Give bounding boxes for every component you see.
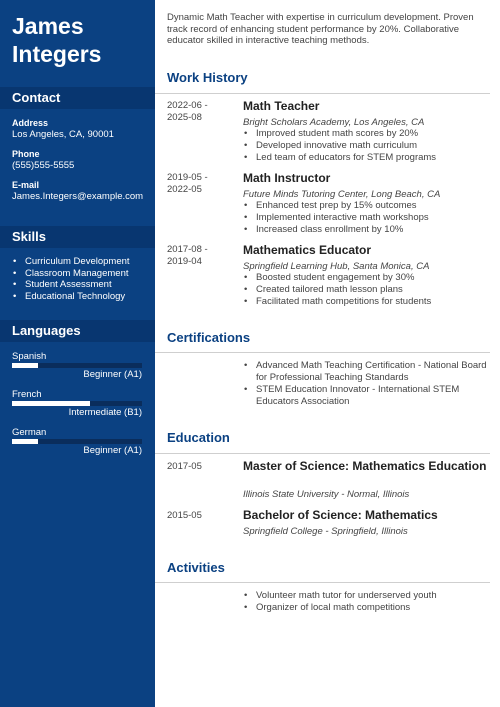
- language-fill-german: [12, 439, 38, 444]
- skill-item: • Student Assessment: [12, 279, 148, 291]
- job-bullet: • Created tailored math lesson plans: [243, 284, 493, 296]
- job-bullets: [243, 272, 493, 308]
- job-title: Math Instructor: [243, 171, 331, 185]
- job-bullet: • Facilitated math competitions for students: [243, 296, 493, 308]
- language-bar-french: [12, 401, 142, 406]
- language-name-german: German: [12, 427, 47, 438]
- skill-item: • Educational Technology: [12, 291, 148, 303]
- skill-item: • Curriculum Development: [12, 256, 148, 268]
- work-history-heading: Work History: [167, 70, 248, 85]
- contact-heading: Contact: [0, 87, 155, 109]
- job-date-end: 2022-05: [167, 184, 202, 195]
- section-divider: [155, 582, 490, 583]
- professional-summary: Dynamic Math Teacher with expertise in curriculum development. Proven track record of enhancing student performance by 20%. Collaborative educator skilled in interactive teaching methods.: [167, 12, 474, 46]
- phone-value: (555)555-5555: [12, 160, 75, 171]
- contact-section: [12, 117, 148, 210]
- job-dates: [167, 172, 237, 196]
- job-bullet: • Implemented interactive math workshops: [243, 212, 493, 224]
- address-label: Address: [12, 118, 49, 128]
- section-divider: [155, 93, 490, 94]
- skills-heading: Skills: [0, 226, 155, 248]
- job-company: Bright Scholars Academy, Los Angeles, CA: [243, 117, 425, 128]
- language-name-french: French: [12, 389, 42, 400]
- degree-date: 2015-05: [167, 510, 202, 521]
- job-bullet: • Increased class enrollment by 10%: [243, 224, 493, 236]
- language-fill-spanish: [12, 363, 38, 368]
- certification-item: • Advanced Math Teaching Certification - National Board for Professional Teaching Standards: [243, 360, 493, 384]
- job-dates: [167, 100, 237, 124]
- job-dates: [167, 244, 237, 268]
- activity-item: • Organizer of local math competitions: [243, 602, 493, 614]
- job-company: Springfield Learning Hub, Santa Monica, CA: [243, 261, 430, 272]
- certifications-list: [243, 360, 493, 408]
- language-level-spanish: Beginner (A1): [83, 369, 142, 380]
- address-value: Los Angeles, CA, 90001: [12, 129, 114, 140]
- first-name: James: [12, 13, 84, 39]
- languages-heading: Languages: [0, 320, 155, 342]
- activity-item: • Volunteer math tutor for underserved youth: [243, 590, 493, 602]
- job-bullets: [243, 200, 493, 236]
- language-name-spanish: Spanish: [12, 351, 47, 362]
- email-value: James.Integers@example.com: [12, 191, 144, 202]
- job-bullets: [243, 128, 493, 164]
- job-date-start: 2017-08 -: [167, 244, 208, 255]
- email-label: E-mail: [12, 180, 40, 190]
- section-divider: [155, 453, 490, 454]
- activities-heading: Activities: [167, 560, 225, 575]
- job-bullet: • Led team of educators for STEM programs: [243, 152, 493, 164]
- job-bullet: • Boosted student engagement by 30%: [243, 272, 493, 284]
- degree-school: Illinois State University - Normal, Illinois: [243, 489, 410, 500]
- job-date-start: 2022-06 -: [167, 100, 208, 111]
- job-date-start: 2019-05 -: [167, 172, 208, 183]
- language-bar-spanish: [12, 363, 142, 368]
- education-heading: Education: [167, 430, 230, 445]
- job-date-end: 2025-08: [167, 112, 202, 123]
- sidebar: [0, 0, 155, 707]
- degree-title: Bachelor of Science: Mathematics: [243, 508, 438, 522]
- job-bullet: • Enhanced test prep by 15% outcomes: [243, 200, 493, 212]
- degree-title: Master of Science: Mathematics Education: [243, 459, 487, 473]
- language-bar-german: [12, 439, 142, 444]
- job-title: Math Teacher: [243, 99, 320, 113]
- certification-item: • STEM Education Innovator - International STEM Educators Association: [243, 384, 493, 408]
- candidate-name: [12, 12, 152, 68]
- last-name: Integers: [12, 41, 102, 67]
- phone-label: Phone: [12, 149, 40, 159]
- job-bullet: • Improved student math scores by 20%: [243, 128, 493, 140]
- certifications-heading: Certifications: [167, 330, 251, 345]
- degree-school: Springfield College - Springfield, Illinois: [243, 526, 408, 537]
- job-title: Mathematics Educator: [243, 243, 372, 257]
- main-content: [155, 0, 500, 707]
- skill-item: • Classroom Management: [12, 268, 148, 280]
- section-divider: [155, 352, 490, 353]
- language-fill-french: [12, 401, 90, 406]
- degree-date: 2017-05: [167, 461, 202, 472]
- activities-list: [243, 590, 493, 614]
- language-level-french: Intermediate (B1): [68, 407, 142, 418]
- job-date-end: 2019-04: [167, 256, 202, 267]
- skills-list: [12, 256, 148, 302]
- job-company: Future Minds Tutoring Center, Long Beach, CA: [243, 189, 441, 200]
- job-bullet: • Developed innovative math curriculum: [243, 140, 493, 152]
- language-level-german: Beginner (A1): [83, 445, 142, 456]
